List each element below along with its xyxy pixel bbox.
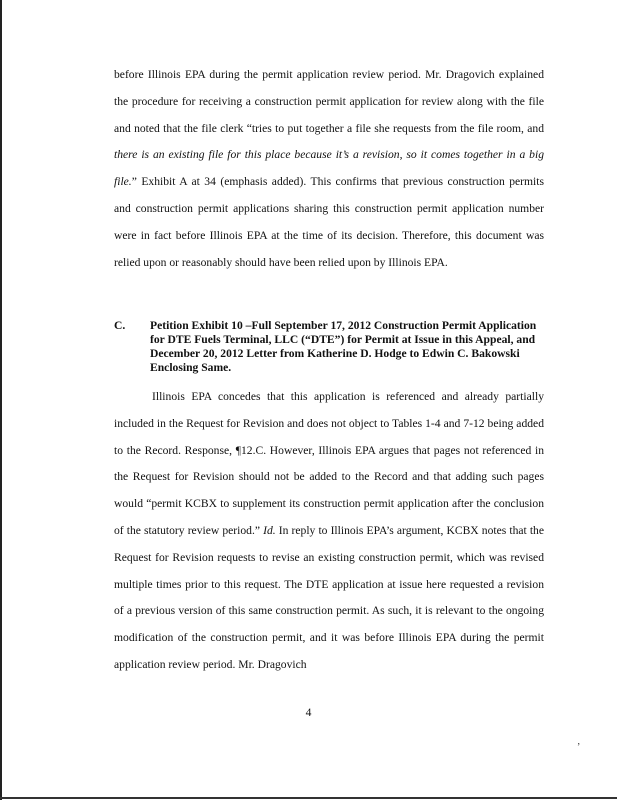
scan-bottom-edge: [0, 797, 617, 799]
paragraph-text: [114, 384, 544, 679]
section-title: Petition Exhibit 10 –Full September 17, 2012 Construction Permit Application for DTE Fuels Terminal, LLC (“DTE”) for Permit at Issue in this Appeal, and December 20, 2012 Letter from Katherine D. Hodge to Edwin C. Bakowski Enclosing Same.: [150, 319, 537, 374]
section-letter: C.: [114, 319, 126, 332]
scan-mark: ’: [577, 742, 581, 753]
emphasized-quote: there is an existing file for this place because it’s a revision, so it comes together in a big file.: [114, 148, 544, 189]
paragraph-text-part2: In reply to Illinois EPA’s argument, KCBX notes that the Request for Revision requests to revise an existing construction permit, which was revised multiple times prior to this request. The DTE application at issue here requested a revision of a previous version of this same construction permit. As such, it is relevant to the ongoing modification of the construction permit, and it was before Illinois EPA during the permit application review period. Mr. Dragovich: [114, 523, 545, 671]
paragraph-text-part1: before Illinois EPA during the permit application review period. Mr. Dragovich explained the procedure for receiving a construction permit application for review along with the file and noted that the file clerk “tries to put together a file she requests from the file room, and: [114, 68, 544, 135]
paragraph-text-part2: ” Exhibit A at 34 (emphasis added). This confirms that previous construction permits and construction permit applications sharing this construction permit application number were in fact before Illinois EPA at the time of its decision. Therefore, this document was relied upon or reasonably should have been relied upon by Illinois EPA.: [114, 175, 544, 269]
section-heading: [114, 319, 544, 375]
page-number: 4: [305, 706, 312, 719]
paragraph-text: [114, 62, 544, 276]
citation-id: Id.: [263, 523, 276, 537]
body-paragraph-1: [114, 62, 544, 276]
scan-left-edge: [0, 0, 2, 800]
body-paragraph-2: [114, 384, 544, 679]
paragraph-text-part1: Illinois EPA concedes that this application is referenced and already partially included in the Request for Revision and does not object to Tables 1-4 and 7-12 being added to the Record. Response, ¶12.C. However, Illinois EPA argues that pages not referenced in the Request for Revision should not be added to the Record and that adding such pages would “permit KCBX to supplement its construction permit application after the conclusion of the statutory review period.”: [114, 390, 544, 537]
